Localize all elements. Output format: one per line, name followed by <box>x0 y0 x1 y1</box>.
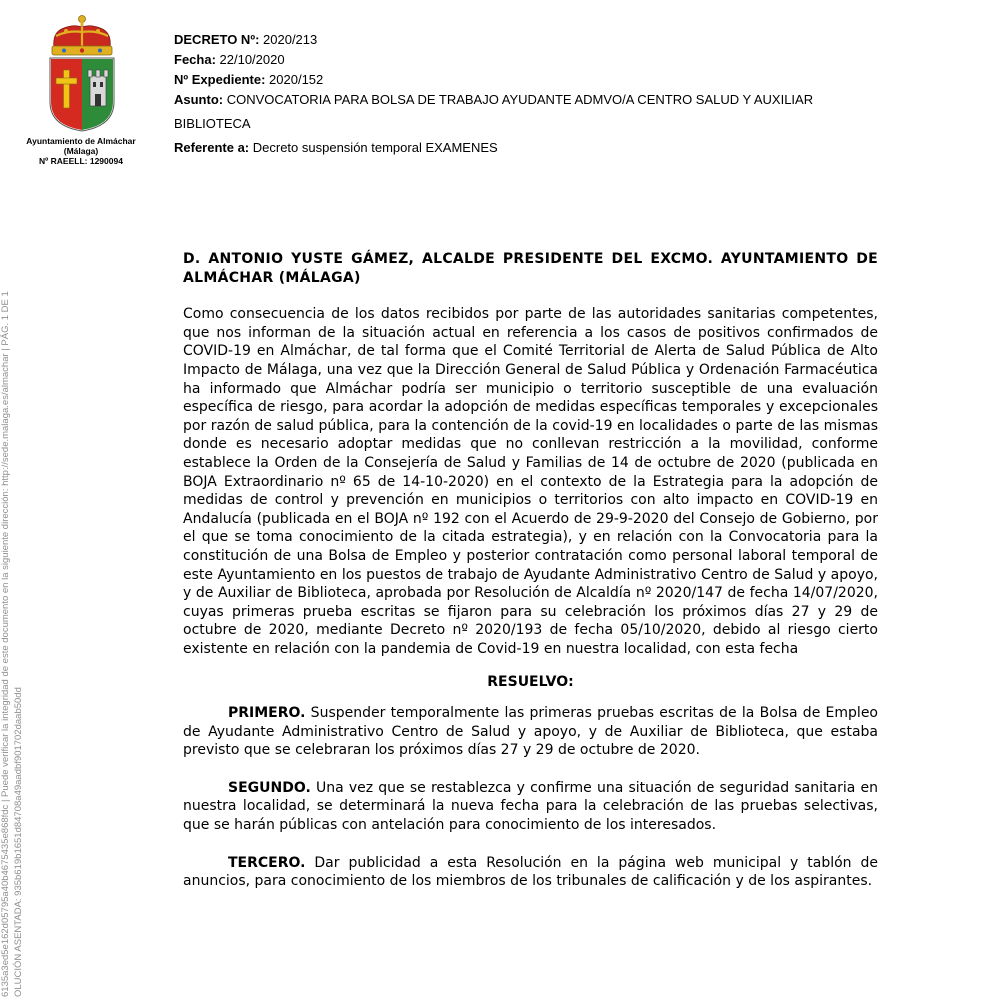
subject-continuation: BIBLIOTECA <box>174 116 251 131</box>
municipality-name: Ayuntamiento de Almáchar <box>26 136 136 146</box>
verification-stamp-line: 6135a3ed5e162d05795a40b4675435e868fdc | Puede verificar la integridad de este documento en la siguiente dirección: http://sede.malaga.es/almachar | PÁG. 1 DE 1 <box>0 291 11 997</box>
crest-caption <box>14 136 148 166</box>
point-label: PRIMERO. <box>228 705 306 722</box>
resolution-point-third <box>183 854 878 891</box>
point-text: Dar publicidad a esta Resolución en la página web municipal y tablón de anuncios, para conocimiento de los miembros de los tribunales de calificación y de los aspirantes. <box>183 854 878 890</box>
intro-paragraph: Como consecuencia de los datos recibidos por parte de las autoridades sanitarias competentes, que nos informan de la situación actual en referencia a los casos de positivos confirmados de COVID-19 en Almáchar, de tal forma que el Comité Territorial de Alerta de Salud Pública de Alto Impacto de Málaga, una vez que la Dirección General de Salud Pública y Ordenación Farmacéutica ha informado que Almáchar podría ser municipio o territorio susceptible de una evaluación específica de riesgo, para acordar la adopción de medidas específicas temporales y excepcionales por razón de salud pública, para la contención de la covid-19 en localidades o parte de las mismas donde es necesario adoptar medidas que no conllevan restricción a la movilidad, conforme establece la Orden de la Consejería de Salud y Familias de 14 de octubre de 2020 (publicada en BOJA Extraordinario nº 65 de 14-10-2020) en el contexto de la Estrategia para la adopción de medidas de control y prevención en municipios o territorios con alto impacto en COVID-19 en Andalucía (publicada en el BOJA nº 192 con el Acuerdo de 29-9-2020 del Consejo de Gobierno, por el que se toma conocimiento de la citada estrategia), y en relación con la Convocatoria para la constitución de una Bolsa de Empleo y posterior contratación como personal laboral temporal de este Ayuntamiento en los puestos de trabajo de Ayudante Administrativo Centro de Salud y apoyo, y de Auxiliar de Biblioteca, aprobada por Resolución de Alcaldía nº 2020/147 de fecha 14/07/2020, cuyas primeras prueba escritas se fijaron para su celebración los próximos días 27 y 29 de octubre de 2020, mediante Decreto nº 2020/193 de fecha 05/10/2020, debido al riesgo cierto existente en relación con la pandemia de Covid-19 en nuestra localidad, con esta fecha <box>183 306 878 657</box>
file-number-row <box>174 70 894 90</box>
reference-row <box>174 138 894 158</box>
decree-body <box>183 250 878 891</box>
resolves-heading: RESUELVO: <box>487 674 574 691</box>
reference-value: Decreto suspensión temporal EXAMENES <box>249 140 498 155</box>
decree-date-value: 22/10/2020 <box>215 52 285 67</box>
point-label: SEGUNDO. <box>228 779 311 796</box>
decree-date-row <box>174 50 894 70</box>
resolution-hash-line: OLUCIÓN ASENTADA: 935b619b1651d84708a49aadbf901702daab50dd <box>13 687 24 997</box>
resolution-point-second <box>183 779 878 835</box>
resolution-point-first <box>183 704 878 760</box>
point-text: Suspender temporalmente las primeras pruebas escritas de la Bolsa de Empleo de Ayudante Administrativo Centro de Salud y apoyo, y de Auxiliar de Biblioteca, que estaba previsto que se celebraran los próximos días 27 y 29 de octubre de 2020. <box>183 705 878 759</box>
registry-number: Nº RAEELL: 1290094 <box>39 156 123 166</box>
decree-date-label: Fecha: <box>174 52 216 67</box>
point-text: Una vez que se restablezca y confirme una situación de seguridad sanitaria en nuestra localidad, se determinará la nueva fecha para la celebración de las pruebas selectivas, que se harán públicas con antelación para conocimiento de los interesados. <box>183 779 878 834</box>
mayor-heading: D. ANTONIO YUSTE GÁMEZ, ALCALDE PRESIDENTE DEL EXCMO. AYUNTAMIENTO DE ALMÁCHAR (MÁLAGA) <box>183 251 878 286</box>
decree-number-row <box>174 30 894 50</box>
point-label: TERCERO. <box>228 854 306 871</box>
province-name: (Málaga) <box>63 146 99 156</box>
decree-number-value: 2020/213 <box>259 32 318 47</box>
reference-label: Referente a: <box>174 140 250 155</box>
decree-number-label: DECRETO Nº: <box>174 32 260 47</box>
decree-metadata <box>174 30 894 158</box>
verification-side-stamp <box>0 197 25 997</box>
crown-icon <box>52 16 112 56</box>
file-number-label: Nº Expediente: <box>174 72 266 87</box>
subject-value: CONVOCATORIA PARA BOLSA DE TRABAJO AYUDANTE ADMVO/A CENTRO SALUD Y AUXILIAR <box>223 92 814 107</box>
subject-row <box>174 90 894 110</box>
subject-label: Asunto: <box>174 92 224 107</box>
coat-of-arms-logo <box>46 14 118 132</box>
shield-icon <box>50 58 114 131</box>
file-number-value: 2020/152 <box>265 72 324 87</box>
